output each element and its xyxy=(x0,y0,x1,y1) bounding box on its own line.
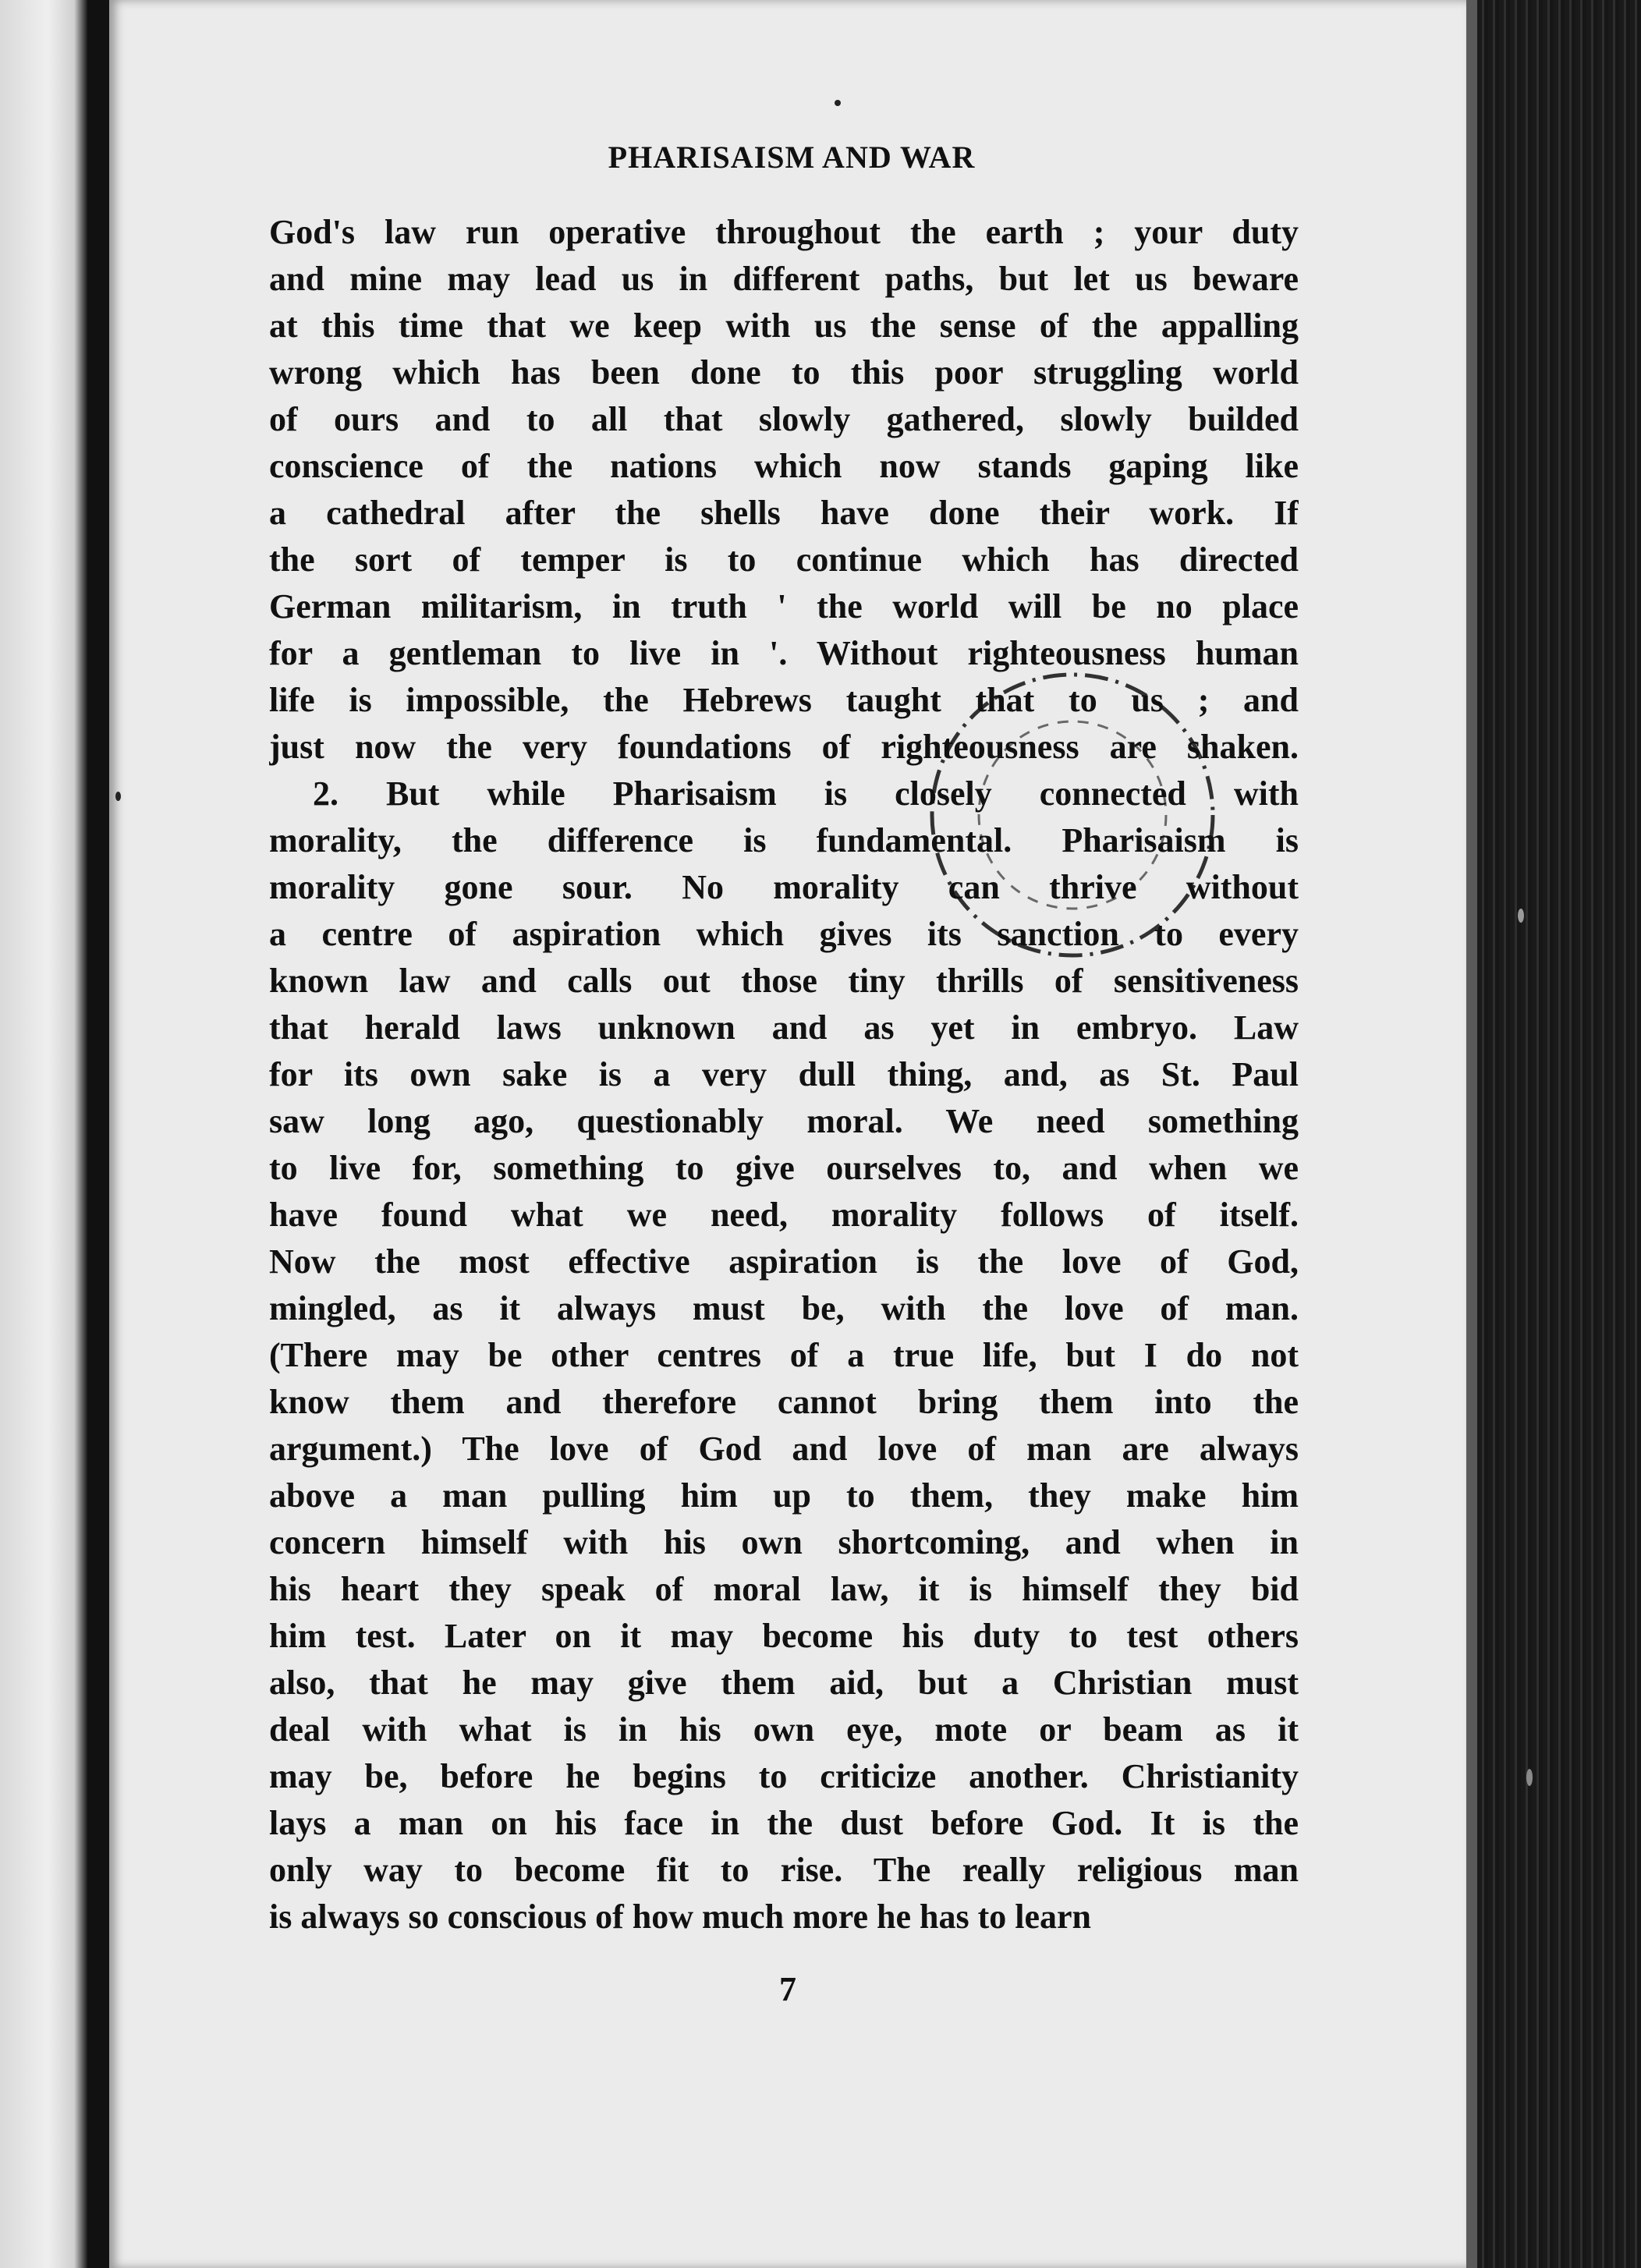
scan-speck xyxy=(835,100,841,106)
text-line: concern himself with his own shortcoming, and when in xyxy=(269,1523,1299,1561)
text-line: of ours and to all that slowly gathered, slowly builded xyxy=(269,400,1299,438)
text-line: (There may be other centres of a true life, but I do not xyxy=(269,1336,1299,1374)
text-line: conscience of the nations which now stands gaping like xyxy=(269,447,1299,485)
text-line: argument.) The love of God and love of man are always xyxy=(269,1430,1299,1468)
text-line: lays a man on his face in the dust before God. It is the xyxy=(269,1804,1299,1842)
text-line: a centre of aspiration which gives its sanction to every xyxy=(269,915,1299,953)
page-stack-edge xyxy=(1466,0,1641,2268)
text-line: the sort of temper is to continue which has directed xyxy=(269,540,1299,579)
text-line: a cathedral after the shells have done their work. If xyxy=(269,494,1299,532)
text-line: have found what we need, morality follows of itself. xyxy=(269,1196,1299,1234)
text-line: mingled, as it always must be, with the love of man. xyxy=(269,1289,1299,1327)
scan-speck xyxy=(1518,909,1524,923)
page-number: 7 xyxy=(779,1970,796,2008)
text-line: morality gone sour. No morality can thrive without xyxy=(269,868,1299,906)
text-line: him test. Later on it may become his duty to test others xyxy=(269,1617,1299,1655)
text-line: also, that he may give them aid, but a Christian must xyxy=(269,1664,1299,1702)
text-line: only way to become fit to rise. The really religious man xyxy=(269,1851,1299,1889)
page-stack-border xyxy=(1466,0,1477,2268)
text-line: for its own sake is a very dull thing, and, as St. Paul xyxy=(269,1055,1299,1093)
scan-speck xyxy=(1526,1769,1533,1786)
body-text xyxy=(269,209,1299,1940)
running-head: PHARISAISM AND WAR xyxy=(608,140,976,175)
text-line: known law and calls out those tiny thrills of sensitiveness xyxy=(269,962,1299,1000)
text-line: and mine may lead us in different paths, but let us beware xyxy=(269,260,1299,298)
text-line: that herald laws unknown and as yet in embryo. Law xyxy=(269,1008,1299,1047)
text-line: wrong which has been done to this poor struggling world xyxy=(269,353,1299,392)
text-line: above a man pulling him up to them, they make him xyxy=(269,1476,1299,1515)
text-line: morality, the difference is fundamental. Pharisaism is xyxy=(269,821,1299,859)
scan-speck xyxy=(115,792,121,801)
text-line: his heart they speak of moral law, it is himself they bid xyxy=(269,1570,1299,1608)
text-line: 2. But while Pharisaism is closely connected with xyxy=(313,774,1299,813)
text-line: is always so conscious of how much more he has to learn xyxy=(269,1898,1092,1936)
text-line: may be, before he begins to criticize another. Christianity xyxy=(269,1757,1299,1795)
text-line: deal with what is in his own eye, mote or beam as it xyxy=(269,1710,1299,1749)
book-gutter xyxy=(87,0,111,2268)
text-line: just now the very foundations of righteousness are shaken. xyxy=(269,728,1299,766)
previous-page-edge xyxy=(0,0,87,2268)
text-line: to live for, something to give ourselves to, and when we xyxy=(269,1149,1299,1187)
text-line: German militarism, in truth ' the world will be no place xyxy=(269,587,1299,625)
text-line: for a gentleman to live in '. Without righteousness human xyxy=(269,634,1299,672)
text-line: God's law run operative throughout the earth ; your duty xyxy=(269,213,1299,251)
text-line: saw long ago, questionably moral. We need something xyxy=(269,1102,1299,1140)
text-line: at this time that we keep with us the sense of the appalling xyxy=(269,307,1299,345)
text-line: life is impossible, the Hebrews taught that to us ; and xyxy=(269,681,1299,719)
text-line: Now the most effective aspiration is the love of God, xyxy=(269,1242,1299,1281)
text-line: know them and therefore cannot bring them into the xyxy=(269,1383,1299,1421)
